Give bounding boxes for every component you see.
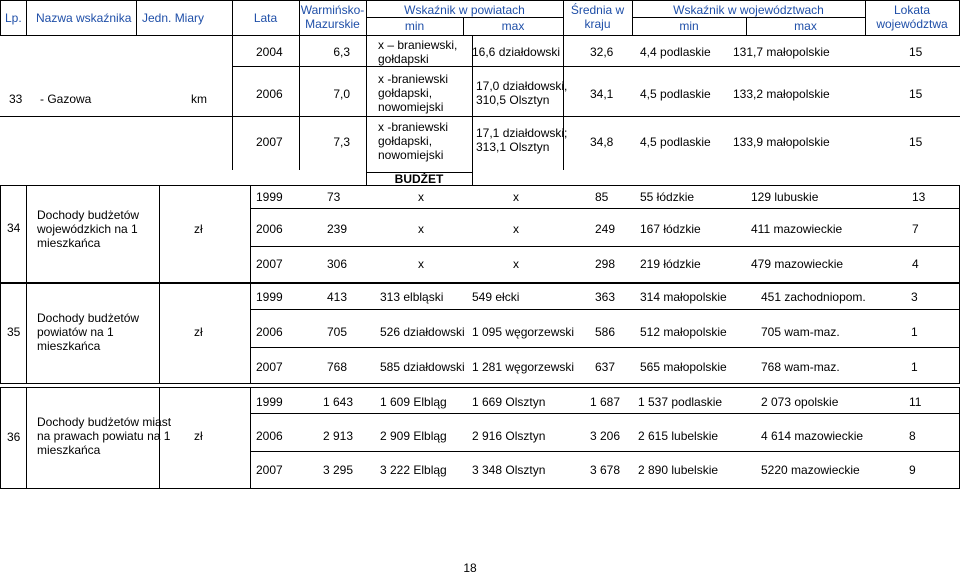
woj-min: 565 małopolskie xyxy=(640,360,727,374)
indicator-name-36-line: mieszkańca xyxy=(37,443,101,457)
woj-min: 2 890 lubelskie xyxy=(638,463,719,477)
country-average: 32,6 xyxy=(590,45,614,59)
unit-33: km xyxy=(191,92,207,106)
indicator-name-34-line: mieszkańca xyxy=(37,236,101,250)
indicator-name-33: - Gazowa xyxy=(40,92,92,106)
regional-value: 73 xyxy=(327,190,341,204)
regional-value: 413 xyxy=(327,290,348,304)
regional-value: 705 xyxy=(327,325,348,339)
year: 2007 xyxy=(256,463,283,477)
col-line xyxy=(0,185,1,282)
year: 2006 xyxy=(256,325,283,339)
header-pow-divider xyxy=(366,17,563,18)
header-region-1: Warmińsko- xyxy=(300,3,365,17)
pow-max: 549 ełcki xyxy=(472,290,520,304)
year: 2006 xyxy=(256,87,283,101)
row-line xyxy=(250,208,960,209)
country-average: 34,8 xyxy=(590,135,614,149)
woj-min: 4,5 podlaskie xyxy=(640,135,711,149)
row-line xyxy=(250,451,960,452)
col-line xyxy=(0,0,1,35)
country-average: 637 xyxy=(595,360,616,374)
table-top-border xyxy=(0,0,960,1)
woj-max: 133,2 małopolskie xyxy=(733,87,830,101)
col-line xyxy=(136,0,137,35)
page-number: 18 xyxy=(463,561,477,575)
row-line xyxy=(0,116,960,117)
pow-max-line: 17,1 działdowski; xyxy=(476,126,568,140)
row-line xyxy=(250,246,960,247)
col-line xyxy=(26,0,27,35)
pow-min-line: x -braniewski xyxy=(378,72,449,86)
row-line xyxy=(0,488,960,489)
country-average: 363 xyxy=(595,290,616,304)
row-line xyxy=(232,66,960,67)
indicator-name-36-line: Dochody budżetów miast xyxy=(37,415,172,429)
woj-max: 705 wam-maz. xyxy=(761,325,840,339)
woj-min: 1 537 podlaskie xyxy=(638,395,723,409)
indicator-name-36-line: na prawach powiatu na 1 xyxy=(37,429,171,443)
year: 1999 xyxy=(256,290,283,304)
indicator-name-34-line: wojewódzkich na 1 xyxy=(37,222,138,236)
unit-34: zł xyxy=(194,222,203,236)
pow-min: 526 działdowski xyxy=(380,325,465,339)
header-lp: Lp. xyxy=(5,11,22,25)
row-line xyxy=(250,309,960,310)
country-average: 298 xyxy=(595,257,616,271)
woj-min: 4,4 podlaskie xyxy=(640,45,711,59)
woj-max: 131,7 małopolskie xyxy=(733,45,830,59)
woj-min: 314 małopolskie xyxy=(640,290,727,304)
indicator-name-35-line: Dochody budżetów xyxy=(37,311,140,325)
year: 2006 xyxy=(256,429,283,443)
woj-min: 219 łódzkie xyxy=(640,257,701,271)
country-average: 586 xyxy=(595,325,616,339)
regional-value: 239 xyxy=(327,222,348,236)
section-heading-budzet: BUDŻET xyxy=(394,172,444,186)
regional-value: 306 xyxy=(327,257,348,271)
pow-min-line: gołdapski, xyxy=(378,86,433,100)
row-line xyxy=(0,283,960,284)
header-lokata-2: województwa xyxy=(876,17,948,31)
col-line xyxy=(159,283,160,383)
country-average: 3 678 xyxy=(590,463,621,477)
header-avg-2: kraju xyxy=(584,17,611,31)
lp-33: 33 xyxy=(9,92,23,106)
lokata: 11 xyxy=(909,395,922,409)
pow-max-line: 313,1 Olsztyn xyxy=(476,140,550,154)
lokata: 1 xyxy=(911,360,918,374)
pow-min: 2 909 Elbląg xyxy=(380,429,447,443)
pow-max: 3 348 Olsztyn xyxy=(472,463,546,477)
year: 2007 xyxy=(256,135,283,149)
pow-min-line: x -braniewski xyxy=(378,120,449,134)
header-woj-min: min xyxy=(679,19,699,33)
indicator-name-34-line: Dochody budżetów xyxy=(37,208,140,222)
pow-max: 1 669 Olsztyn xyxy=(472,395,546,409)
lp-35: 35 xyxy=(7,325,21,339)
lp-34: 34 xyxy=(7,221,21,235)
pow-min-line: gołdapski xyxy=(378,52,429,66)
year: 1999 xyxy=(256,395,283,409)
woj-min: 55 łódzkie xyxy=(640,190,695,204)
header-woj-divider xyxy=(632,17,865,18)
woj-max: 479 mazowieckie xyxy=(751,257,844,271)
indicator-name-35-line: mieszkańca xyxy=(37,339,101,353)
year: 2007 xyxy=(256,360,283,374)
header-avg-1: Średnia w xyxy=(570,3,625,17)
pow-max: 1 095 węgorzewski xyxy=(472,325,575,339)
row-line xyxy=(0,185,960,186)
col-line xyxy=(250,185,251,282)
regional-value: 768 xyxy=(327,360,348,374)
woj-max: 768 wam-maz. xyxy=(761,360,840,374)
woj-max: 2 073 opolskie xyxy=(761,395,839,409)
woj-max: 133,9 małopolskie xyxy=(733,135,830,149)
woj-max: 5220 mazowieckie xyxy=(761,463,860,477)
col-line xyxy=(159,185,160,282)
lokata: 1 xyxy=(911,325,918,339)
row-line xyxy=(0,387,960,388)
header-pow-max: max xyxy=(501,19,525,33)
row-line xyxy=(250,347,960,348)
unit-35: zł xyxy=(194,325,203,339)
pow-max: 16,6 działdowski xyxy=(472,45,561,59)
lokata: 3 xyxy=(911,290,918,304)
woj-min: 4,5 podlaskie xyxy=(640,87,711,101)
col-line xyxy=(0,283,1,383)
pow-max: 2 916 Olsztyn xyxy=(472,429,546,443)
header-lokata-1: Lokata xyxy=(893,3,931,17)
regional-value: 7,0 xyxy=(333,87,350,101)
pow-min: 3 222 Elbląg xyxy=(380,463,447,477)
woj-min: 167 łódzkie xyxy=(640,222,701,236)
lokata: 15 xyxy=(909,45,923,59)
woj-min: 2 615 lubelskie xyxy=(638,429,719,443)
woj-max: 129 lubuskie xyxy=(751,190,819,204)
regional-value: 2 913 xyxy=(323,429,354,443)
lokata: 13 xyxy=(912,190,926,204)
col-line xyxy=(26,283,27,383)
country-average: 34,1 xyxy=(590,87,614,101)
pow-min-line: nowomiejski xyxy=(378,100,444,114)
header-pow-group: Wskaźnik w powiatach xyxy=(404,3,525,17)
pow-max: x xyxy=(513,257,519,271)
pow-min: 585 działdowski xyxy=(380,360,465,374)
col-line xyxy=(250,283,251,383)
woj-min: 512 małopolskie xyxy=(640,325,727,339)
indicator-name-35-line: powiatów na 1 xyxy=(37,325,114,339)
pow-max-line: 310,5 Olsztyn xyxy=(476,93,550,107)
lokata: 4 xyxy=(912,257,919,271)
woj-max: 451 zachodniopom. xyxy=(761,290,866,304)
pow-min-line: x – braniewski, xyxy=(378,38,458,52)
header-woj-max: max xyxy=(794,19,817,33)
year: 2006 xyxy=(256,222,283,236)
lokata: 7 xyxy=(912,222,919,236)
country-average: 3 206 xyxy=(590,429,621,443)
pow-max: x xyxy=(513,222,519,236)
year: 2004 xyxy=(256,45,283,59)
col-line xyxy=(250,387,251,488)
pow-max: x xyxy=(513,190,519,204)
header-woj-group: Wskaźnik w województwach xyxy=(673,3,824,17)
country-average: 85 xyxy=(595,190,609,204)
header-bottom-border xyxy=(0,35,960,36)
year: 1999 xyxy=(256,190,283,204)
pow-min: x xyxy=(418,222,424,236)
lp-36: 36 xyxy=(7,430,21,444)
pow-min: x xyxy=(418,190,424,204)
pow-max: 1 281 węgorzewski xyxy=(472,360,575,374)
lokata: 15 xyxy=(909,87,923,101)
woj-max: 411 mazowieckie xyxy=(751,222,843,236)
col-line xyxy=(26,185,27,282)
regional-value: 3 295 xyxy=(323,463,354,477)
country-average: 249 xyxy=(595,222,616,236)
pow-min: 1 609 Elbląg xyxy=(380,395,447,409)
header-region-2: Mazurskie xyxy=(305,17,360,31)
regional-value: 7,3 xyxy=(333,135,350,149)
pow-min: 313 elbląski xyxy=(380,290,444,304)
pow-min-line: nowomiejski xyxy=(378,148,444,162)
lokata: 9 xyxy=(909,463,916,477)
col-line xyxy=(26,387,27,488)
woj-max: 4 614 mazowieckie xyxy=(761,429,864,443)
row-line xyxy=(0,383,960,384)
pow-max-line: 17,0 działdowski, xyxy=(476,79,568,93)
col-line xyxy=(0,387,1,488)
row-line xyxy=(250,413,960,414)
header-unit: Jedn. Miary xyxy=(142,11,205,25)
pow-min-line: gołdapski, xyxy=(378,134,433,148)
lokata: 8 xyxy=(909,429,916,443)
header-pow-min: min xyxy=(404,19,425,33)
header-year: Lata xyxy=(253,11,278,25)
regional-value: 1 643 xyxy=(323,395,354,409)
col-line xyxy=(232,0,233,170)
country-average: 1 687 xyxy=(590,395,621,409)
regional-value: 6,3 xyxy=(333,45,350,59)
header-name: Nazwa wskaźnika xyxy=(36,11,132,25)
pow-min: x xyxy=(418,257,424,271)
unit-36: zł xyxy=(194,429,203,443)
year: 2007 xyxy=(256,257,283,271)
lokata: 15 xyxy=(909,135,923,149)
